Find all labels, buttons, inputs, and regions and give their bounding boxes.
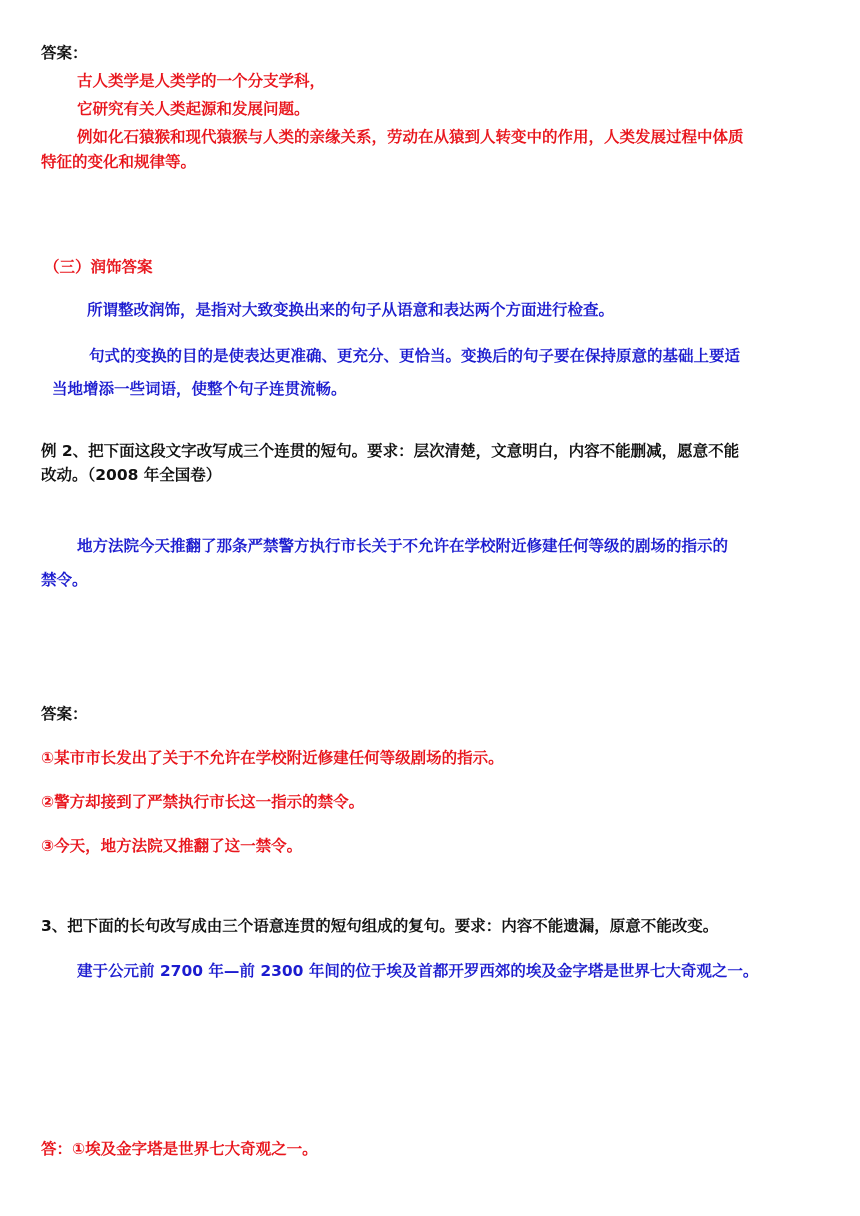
example-2-prompt-line-1: 例 2、把下面这段文字改写成三个连贯的短句。要求：层次清楚，文意明白，内容不能删减，愿意不能 [41, 442, 740, 460]
example-3-prompt: 3、把下面的长句改写成由三个语意连贯的短句组成的复句。要求：内容不能遗漏，原意不能改变。 [41, 917, 719, 935]
section-heading: （三）润饰答案 [44, 258, 153, 276]
example-2-text-line-2: 禁令。 [41, 571, 88, 589]
answer-line-4: 特征的变化和规律等。 [41, 153, 197, 171]
example-2-prompt-line-2: 改动。（2008 年全国卷） [41, 466, 222, 484]
example-2-answer-3: ③今天，地方法院又推翻了这一禁令。 [41, 837, 303, 855]
example-2-answer-label: 答案： [41, 705, 88, 723]
polish-paragraph-2-line-2: 当地增添一些词语，使整个句子连贯流畅。 [52, 380, 347, 398]
polish-paragraph-1: 所谓整改润饰，是指对大致变换出来的句子从语意和表达两个方面进行检查。 [87, 301, 615, 319]
answer-line-3: 例如化石猿猴和现代猿猴与人类的亲缘关系，劳动在从猿到人转变中的作用，人类发展过程中体质 [77, 128, 744, 146]
answer-label: 答案： [41, 44, 88, 62]
answer-line-1: 古人类学是人类学的一个分支学科， [77, 72, 326, 90]
example-2-answer-2: ②警方却接到了严禁执行市长这一指示的禁令。 [41, 793, 365, 811]
polish-paragraph-2-line-1: 句式的变换的目的是使表达更准确、更充分、更恰当。变换后的句子要在保持原意的基础上要适 [89, 347, 741, 365]
example-3-answer: 答：①埃及金字塔是世界七大奇观之一。 [41, 1140, 318, 1158]
example-2-answer-1: ①某市市长发出了关于不允许在学校附近修建任何等级剧场的指示。 [41, 749, 504, 767]
example-2-text-line-1: 地方法院今天推翻了那条严禁警方执行市长关于不允许在学校附近修建任何等级的剧场的指示的 [77, 537, 729, 555]
answer-line-2: 它研究有关人类起源和发展问题。 [77, 100, 310, 118]
example-3-text: 建于公元前 2700 年—前 2300 年间的位于埃及首都开罗西郊的埃及金字塔是世界七大奇观之一。 [77, 962, 759, 980]
